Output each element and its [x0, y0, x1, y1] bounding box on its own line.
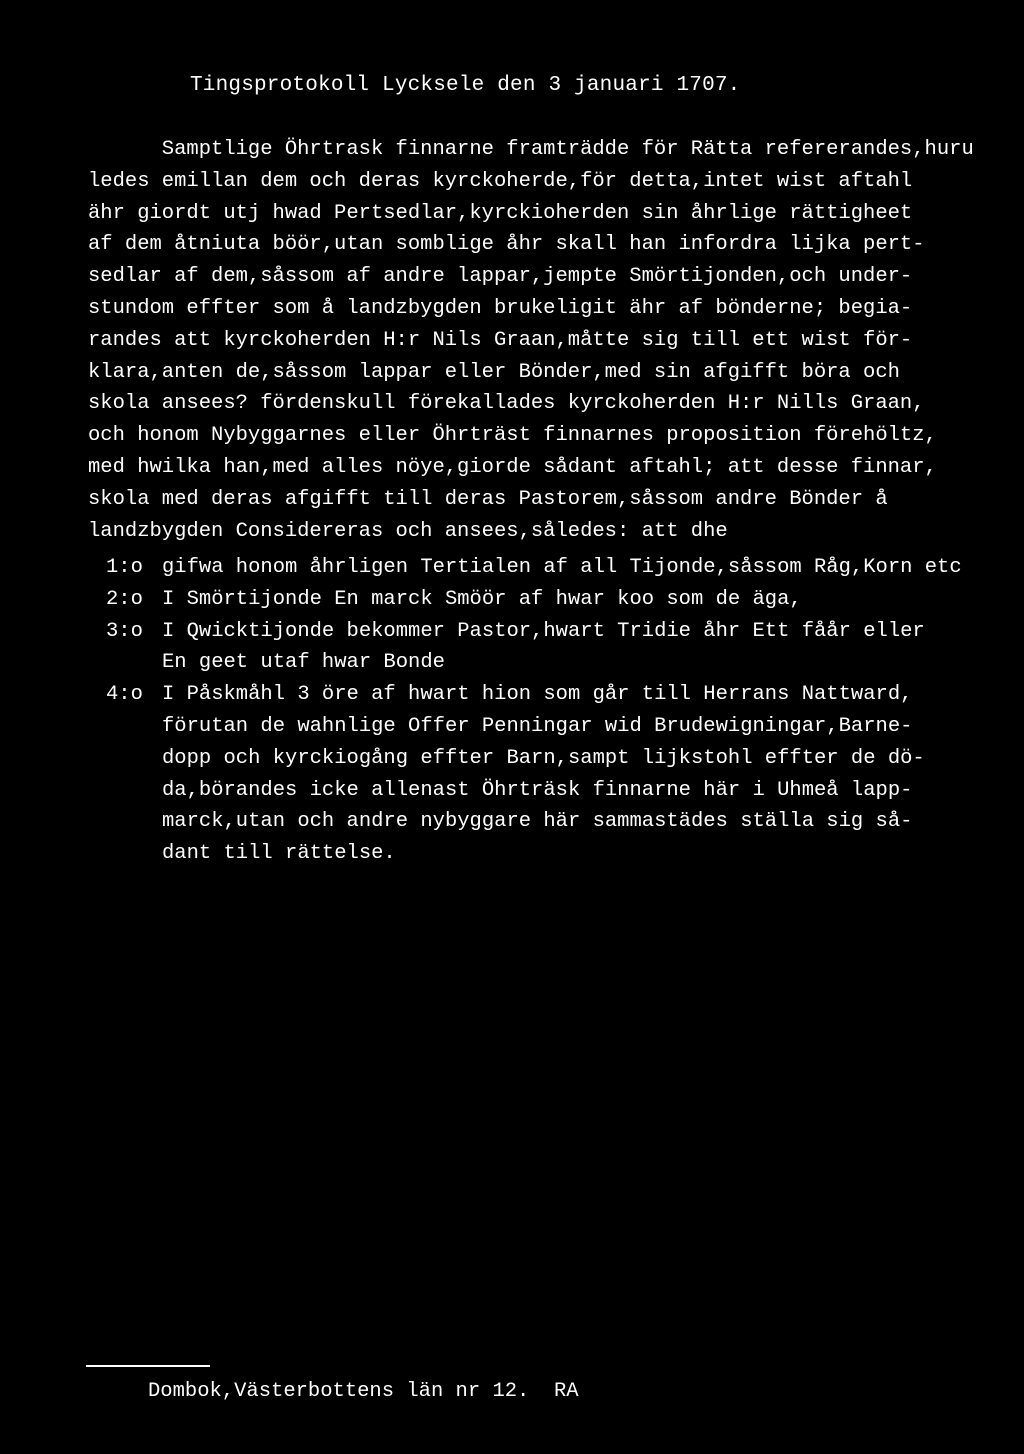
list-item-line: I Qwicktijonde bekommer Pastor,hwart Tridie åhr Ett fåår eller [162, 619, 925, 643]
paragraph-line: skola med deras afgifft till deras Pastorem,såssom andre Bönder å [88, 487, 888, 511]
list-item [106, 679, 986, 870]
numbered-list [106, 552, 986, 870]
list-item-text [162, 584, 986, 616]
list-item-line: dopp och kyrckiogång effter Barn,sampt lijkstohl effter de dö- [162, 746, 925, 770]
list-item-line: marck,utan och andre nybyggare här sammastädes ställa sig så- [162, 810, 913, 834]
list-item-line: förutan de wahnlige Offer Penningar wid Brudewigningar,Barne- [162, 714, 913, 738]
list-item-line: En geet utaf hwar Bonde [162, 651, 445, 675]
list-item-number: 3:o [106, 619, 143, 643]
paragraph-line: stundom effter som å landzbygden brukeligit ähr af bönderne; begia- [88, 296, 913, 320]
list-item [106, 584, 986, 616]
list-item-line: dant till rättelse. [162, 842, 396, 866]
list-item-text [162, 616, 986, 680]
list-item-number: 2:o [106, 587, 143, 611]
list-item-number: 1:o [106, 556, 143, 579]
list-item-text [162, 679, 986, 870]
paragraph-line: klara,anten de,såssom lappar eller Bönder,med sin afgifft böra och [88, 360, 900, 384]
list-item-number: 4:o [106, 683, 143, 707]
paragraph-line: Samptlige Öhrtrask finnarne framträdde för Rätta refererandes,huru [88, 138, 974, 161]
list-item [106, 552, 986, 584]
paragraph-line: af dem åtniuta böör,utan somblige åhr skall han infordra lijka pert- [88, 233, 925, 257]
list-item-line: da,börandes icke allenast Öhrträsk finnarne här i Uhmeå lapp- [162, 778, 913, 802]
list-item-line: I Smörtijonde En marck Smöör af hwar koo som de äga, [162, 587, 802, 611]
paragraph-line: sedlar af dem,såssom af andre lappar,jempte Smörtijonden,och under- [88, 265, 913, 289]
paragraph-line: och honom Nybyggarnes eller Öhrträst finnarnes proposition förehöltz, [88, 424, 937, 448]
list-item-text [162, 552, 986, 584]
paragraph-line: skola ansees? fördenskull förekallades kyrckoherden H:r Nills Graan, [88, 392, 925, 416]
paragraph-line: ähr giordt utj hwad Pertsedlar,kyrckioherden sin åhrlige rättigheet [88, 201, 913, 225]
list-item [106, 616, 986, 680]
list-item-line: I Påskmåhl 3 öre af hwart hion som går till Herrans Nattward, [162, 683, 913, 707]
list-item-line: gifwa honom åhrligen Tertialen af all Tijonde,såssom Råg,Korn etc [162, 556, 962, 579]
footnote-divider [86, 1365, 210, 1367]
paragraph-line: randes att kyrckoherden H:r Nils Graan,måtte sig till ett wist för- [88, 328, 913, 352]
document-title: Tingsprotokoll Lycksele den 3 januari 1707. [190, 74, 741, 97]
main-paragraph [88, 134, 988, 547]
source-citation: Dombok,Västerbottens län nr 12. RA [148, 1380, 579, 1403]
paragraph-line: ledes emillan dem och deras kyrckoherde,för detta,intet wist aftahl [88, 169, 913, 193]
paragraph-line: med hwilka han,med alles nöye,giorde sådant aftahl; att desse finnar, [88, 455, 937, 479]
paragraph-line: landzbygden Considereras och ansees,således: att dhe [88, 519, 728, 543]
